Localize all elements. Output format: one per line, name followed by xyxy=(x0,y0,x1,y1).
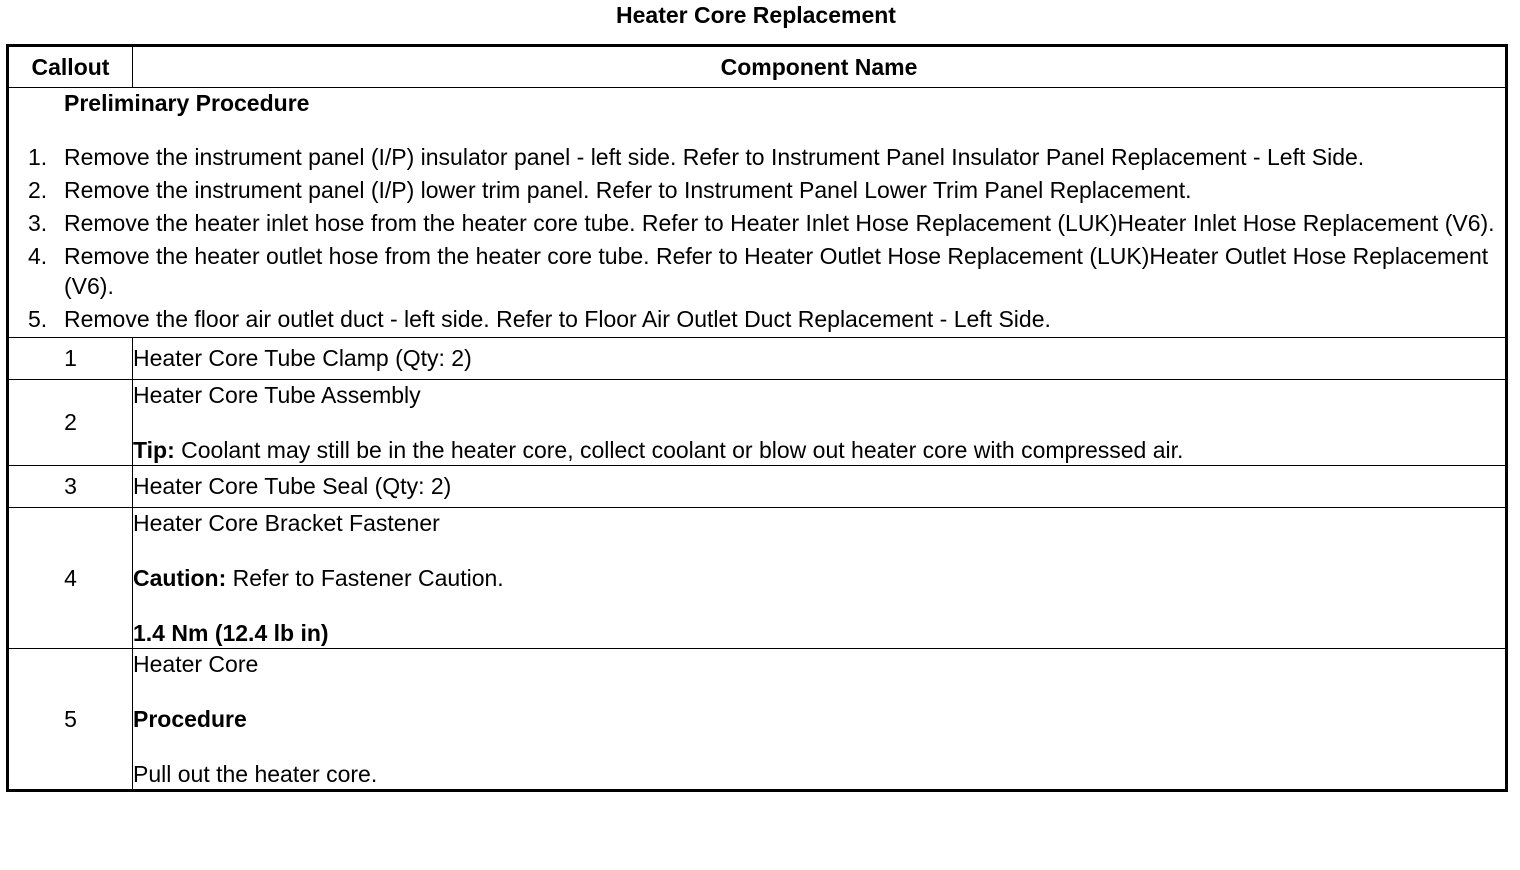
component-name: Heater Core xyxy=(133,651,259,677)
table-header-row xyxy=(8,46,1507,88)
component-name-cell xyxy=(133,380,1507,466)
preliminary-steps-list xyxy=(9,142,1505,334)
table-row xyxy=(8,649,1507,791)
component-name-column-header: Component Name xyxy=(133,46,1507,88)
component-name-cell xyxy=(133,649,1507,791)
document-title: Heater Core Replacement xyxy=(616,2,896,28)
component-name-cell: Heater Core Tube Clamp (Qty: 2) xyxy=(133,338,1507,380)
callout-cell: 2 xyxy=(8,380,133,466)
step-number: 3. xyxy=(28,210,48,236)
step-text: Remove the floor air outlet duct - left side. Refer to Floor Air Outlet Duct Replacement - Left Side. xyxy=(64,306,1051,332)
preliminary-procedure-cell xyxy=(8,88,1507,338)
callout-cell: 4 xyxy=(8,508,133,649)
callout-cell: 5 xyxy=(8,649,133,791)
step-text: Remove the heater inlet hose from the heater core tube. Refer to Heater Inlet Hose Replacement (LUK)Heater Inlet Hose Replacement (V6). xyxy=(64,210,1495,236)
preliminary-step xyxy=(9,175,1505,205)
preliminary-step xyxy=(9,142,1505,172)
table-row xyxy=(8,508,1507,649)
preliminary-procedure-heading: Preliminary Procedure xyxy=(64,90,310,116)
tip-text: Coolant may still be in the heater core, collect coolant or blow out heater core with compressed air. xyxy=(174,437,1184,463)
table-row xyxy=(8,380,1507,466)
component-name: Heater Core Bracket Fastener xyxy=(133,510,440,536)
preliminary-step xyxy=(9,208,1505,238)
preliminary-step xyxy=(9,304,1505,334)
tip-label: Tip: xyxy=(133,437,175,463)
step-number: 2. xyxy=(28,177,48,203)
component-name-cell xyxy=(133,508,1507,649)
procedure-label: Procedure xyxy=(133,706,247,732)
caution-text: Refer to Fastener Caution. xyxy=(226,565,504,591)
step-text: Remove the instrument panel (I/P) lower trim panel. Refer to Instrument Panel Lower Trim Panel Replacement. xyxy=(64,177,1192,203)
torque-spec: 1.4 Nm (12.4 lb in) xyxy=(133,620,329,646)
callout-cell: 3 xyxy=(8,466,133,508)
caution-note xyxy=(133,563,1505,593)
step-number: 5. xyxy=(28,306,48,332)
step-text: Remove the heater outlet hose from the heater core tube. Refer to Heater Outlet Hose Replacement (LUK)Heater Outlet Hose Replacement (V6). xyxy=(64,243,1489,299)
caution-label: Caution: xyxy=(133,565,227,591)
table-row xyxy=(8,338,1507,380)
preliminary-step xyxy=(9,241,1505,301)
callout-column-header: Callout xyxy=(8,46,133,88)
callout-cell: 1 xyxy=(8,338,133,380)
table-row xyxy=(8,466,1507,508)
component-name-cell: Heater Core Tube Seal (Qty: 2) xyxy=(133,466,1507,508)
tip-note xyxy=(133,435,1505,465)
preliminary-procedure-row xyxy=(8,88,1507,338)
component-name: Heater Core Tube Assembly xyxy=(133,382,421,408)
step-number: 1. xyxy=(28,144,48,170)
procedure-text: Pull out the heater core. xyxy=(133,761,378,787)
step-text: Remove the instrument panel (I/P) insulator panel - left side. Refer to Instrument Panel Insulator Panel Replacement - Left Side. xyxy=(64,144,1365,170)
step-number: 4. xyxy=(28,243,48,269)
component-table xyxy=(6,44,1508,792)
